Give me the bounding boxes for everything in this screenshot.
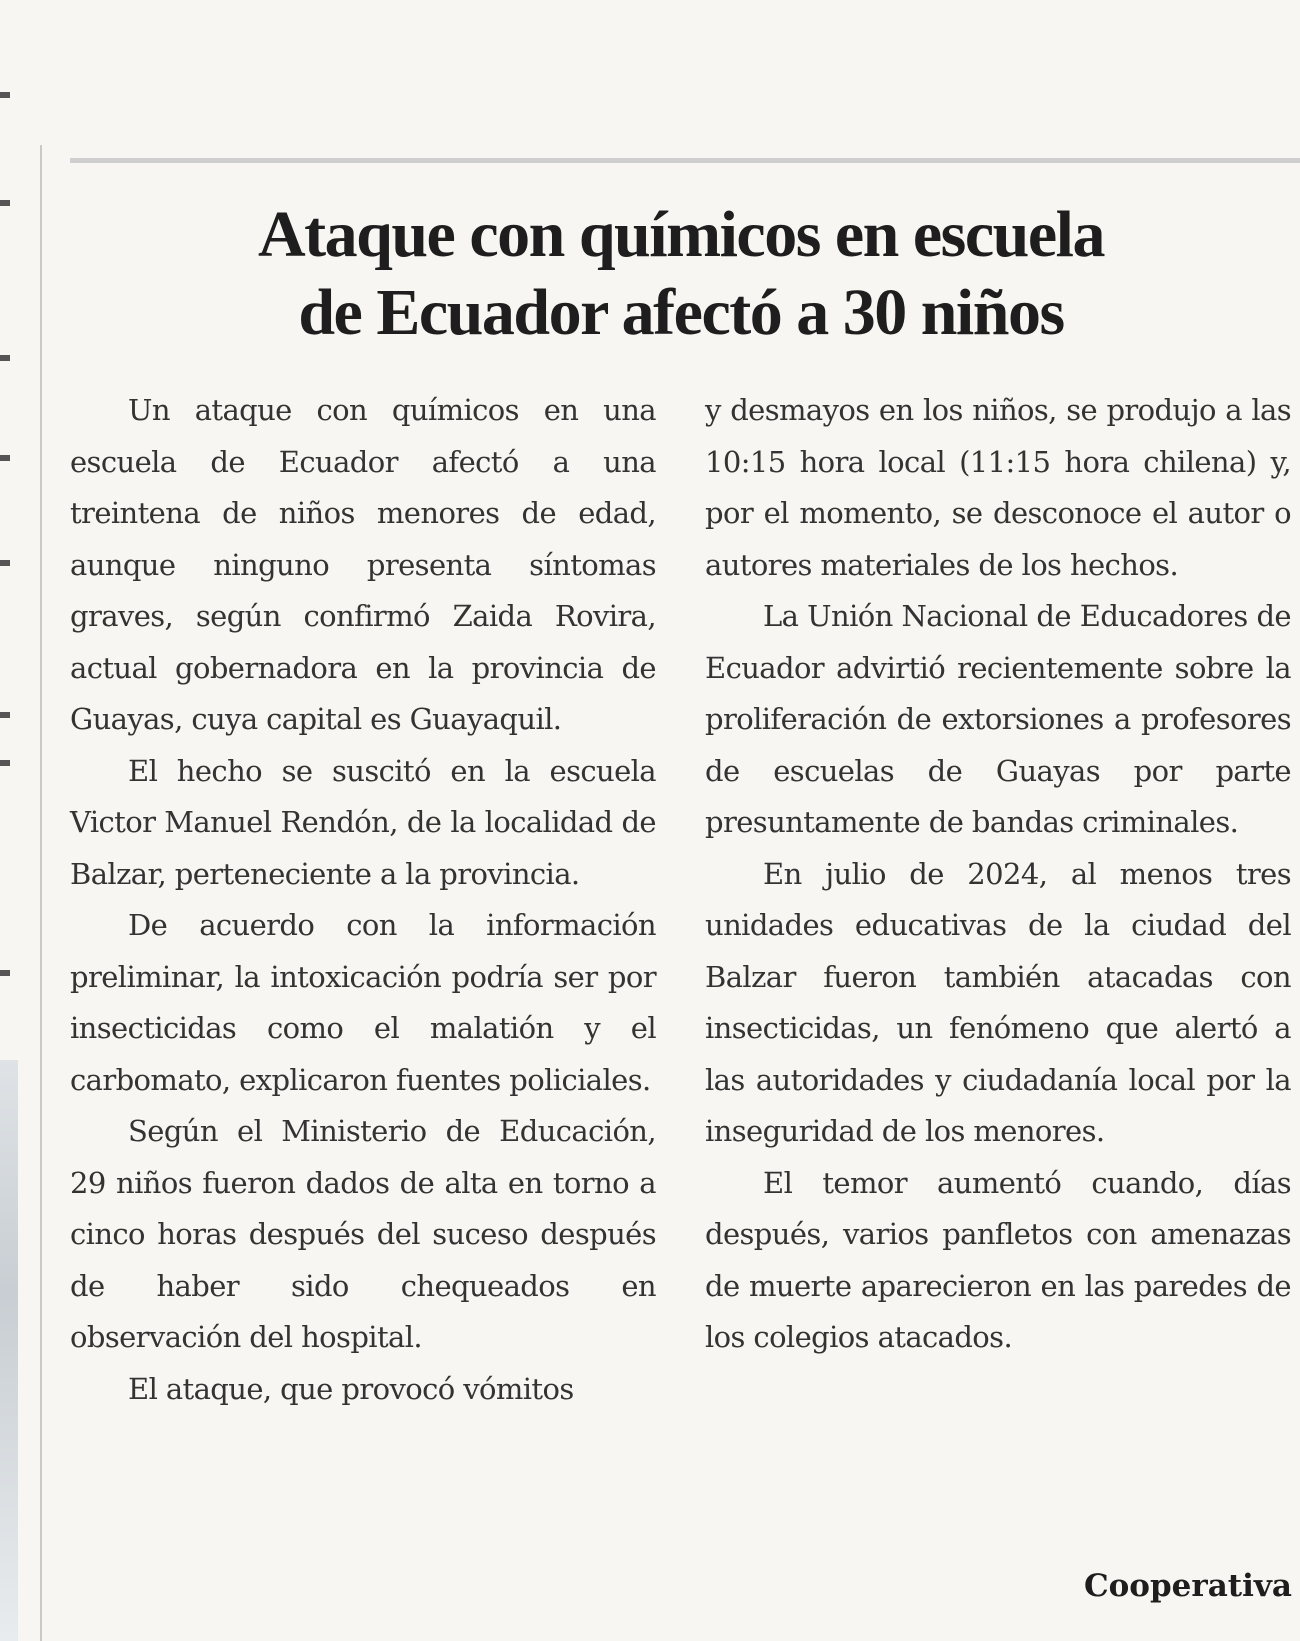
paragraph: El temor aumentó cuando, días después, varios panfletos con amenazas de muerte aparecieron en las paredes de los colegios atacados. xyxy=(705,1165,1291,1354)
headline-line-1: Ataque con químicos en escuela xyxy=(258,198,1104,271)
text-fragment xyxy=(0,712,10,718)
paragraph: El ataque, que provocó vómitos xyxy=(128,1371,574,1406)
source-byline: Cooperativa xyxy=(1083,1568,1292,1604)
article-headline xyxy=(70,196,1292,352)
paragraph: De acuerdo con la información preliminar, la intoxicación podría ser por insecticidas como el malatión y el carbomato, explicaron fuentes policiales. xyxy=(70,908,656,1097)
paragraph: El hecho se suscitó en la escuela Victor Manuel Rendón, de la localidad de Balzar, perteneciente a la provincia. xyxy=(70,753,656,891)
paragraph-continuation: y desmayos en los niños, se produjo a las 10:15 hora local (11:15 hora chilena) y, por el momento, se desconoce el autor o autores materiales de los hechos. xyxy=(705,393,1291,582)
text-fragment xyxy=(0,455,10,461)
paragraph: La Unión Nacional de Educadores de Ecuador advirtió recientemente sobre la proliferación de extorsiones a profesores de escuelas de Guayas por parte presuntamente de bandas criminales. xyxy=(705,599,1291,839)
paragraph: Un ataque con químicos en una escuela de Ecuador afectó a una treintena de niños menores de edad, aunque ninguno presenta síntomas graves, según confirmó Zaida Rovira, actual gobernadora en la provincia de Guayas, cuya capital es Guayaquil. xyxy=(70,393,656,736)
article-column-2 xyxy=(705,385,1291,1364)
text-fragment xyxy=(0,200,10,206)
text-fragment xyxy=(0,92,10,98)
text-fragment xyxy=(0,970,10,976)
column-divider xyxy=(40,145,42,1641)
headline-line-2: de Ecuador afectó a 30 niños xyxy=(298,276,1064,349)
top-rule xyxy=(70,158,1300,163)
text-fragment xyxy=(0,355,10,361)
text-fragment xyxy=(0,560,10,566)
text-fragment xyxy=(0,760,10,766)
paragraph: En julio de 2024, al menos tres unidades educativas de la ciudad del Balzar fueron también atacadas con insecticidas, un fenómeno que alertó a las autoridades y ciudadanía local por la inseguridad de los menores. xyxy=(705,856,1291,1148)
adjacent-photo-fragment xyxy=(0,1060,18,1641)
paragraph: Según el Ministerio de Educación, 29 niños fueron dados de alta en torno a cinco horas después del suceso después de haber sido chequeados en observación del hospital. xyxy=(70,1114,656,1354)
article-column-1 xyxy=(70,385,656,1415)
